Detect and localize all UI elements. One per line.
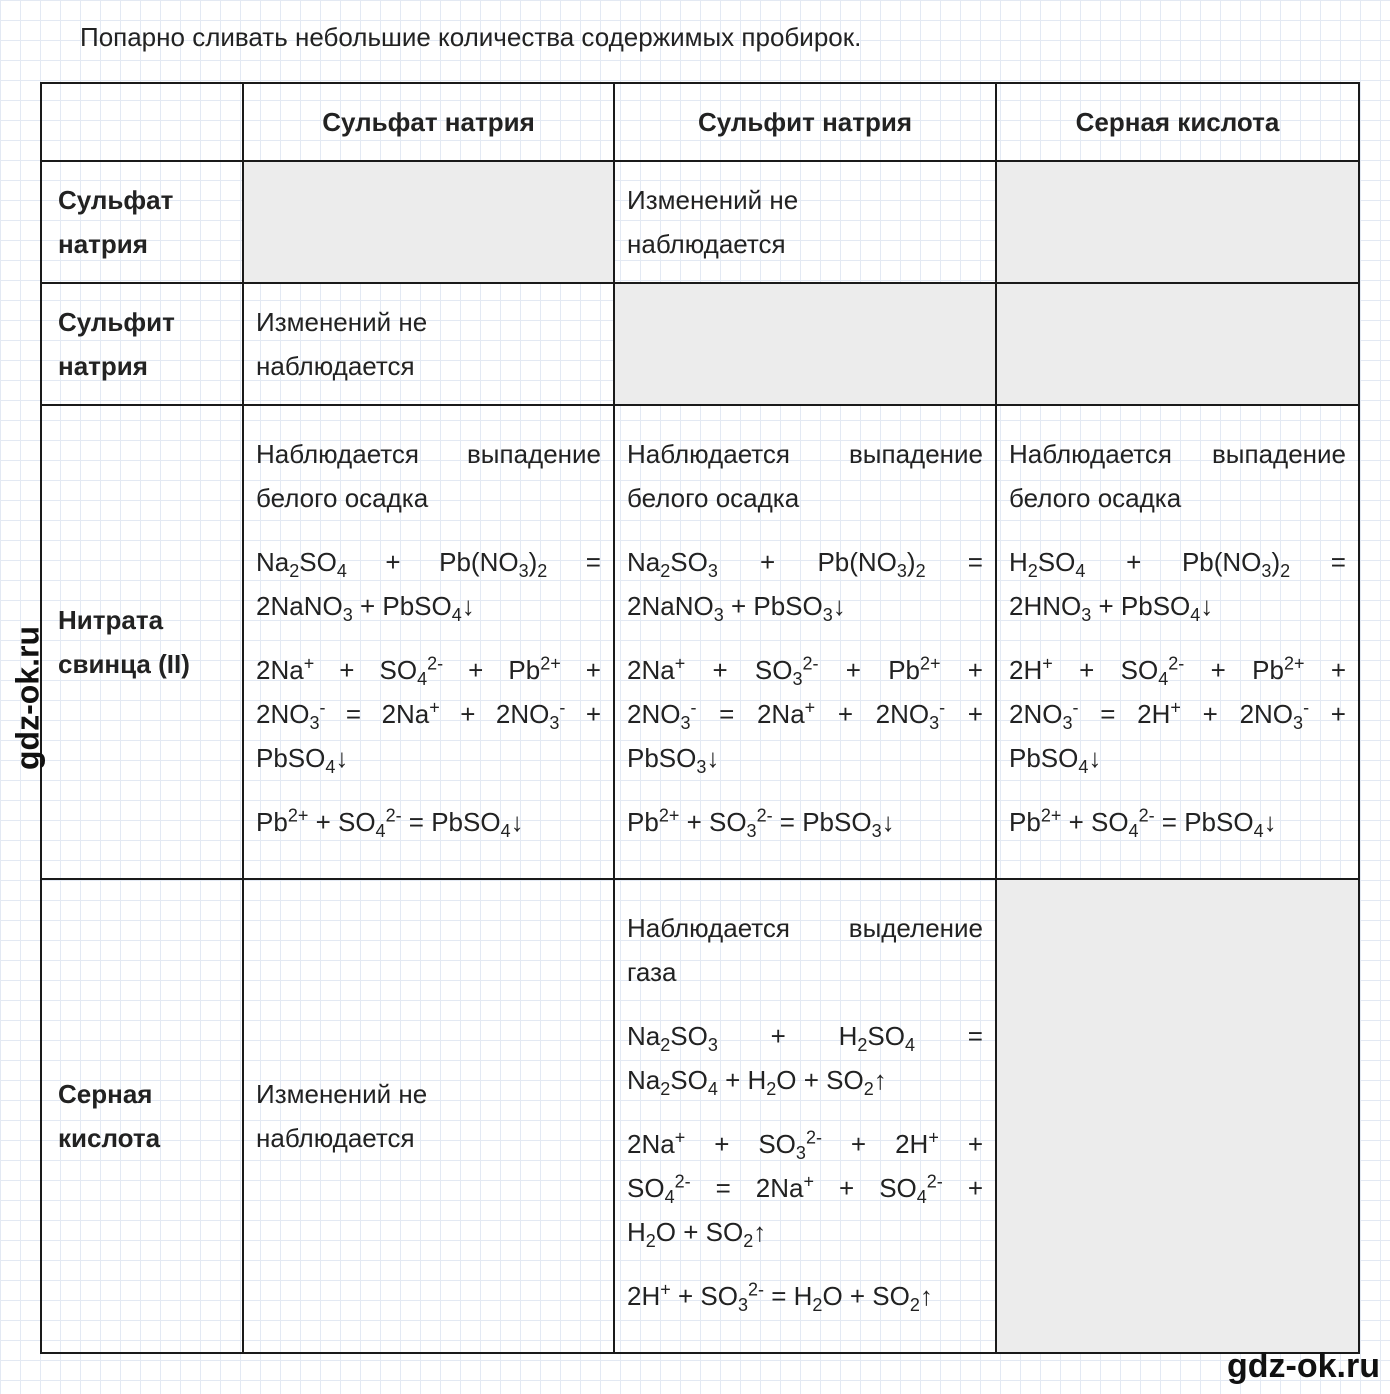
row-header-sulfuric-acid (41, 879, 243, 1353)
row-label-line-2: натрия (58, 229, 148, 259)
observation-text: Наблюдается выделение газа (627, 913, 983, 987)
watermark-bottom: gdz-ok.ru (1227, 1347, 1380, 1385)
header-row (41, 83, 1359, 161)
observation-text: Наблюдается выпадение белого осадка (256, 439, 601, 513)
short-ionic-equation: $2H^+ + SO_3^{2-} = H_2O$ + $SO_2↑$ (627, 1279, 933, 1316)
row-label-line-2: свинца (II) (58, 649, 190, 679)
molecular-equation: $Na_2SO_4 + Pb(NO_3)_2$ = 2NaNO$_3$ + PbSO$_4$↓ (256, 547, 601, 626)
row-label-line-1: Нитрата (58, 605, 164, 635)
no-change-line-2: наблюдается (256, 1123, 415, 1153)
column-header-sodium-sulfite: Сульфит натрия (614, 83, 996, 161)
full-ionic-equation: $2Na^+ + SO_3^{2-} + 2H^+$ + $SO_4^{2-} = 2Na^+ + SO_4^{2-}$ + $H_2O$ + $SO_2↑$ (627, 1127, 983, 1252)
no-change-line-2: наблюдается (627, 229, 786, 259)
row-header-lead-nitrate (41, 405, 243, 879)
row-header-sodium-sulfite (41, 283, 243, 405)
shaded-cell (996, 283, 1359, 405)
row-sulfuric-acid (41, 879, 1359, 1353)
shaded-cell (614, 283, 996, 405)
row-label-line-2: кислота (58, 1123, 161, 1153)
row-label-line-1: Серная (58, 1079, 153, 1109)
column-header-sodium-sulfate: Сульфат натрия (243, 83, 614, 161)
no-change-line-1: Изменений не (627, 185, 799, 215)
full-ionic-equation: $2Na^+ + SO_3^{2-} + Pb^{2+}$ + $2NO_3^- = 2Na^+ + 2NO_3^-$ + PbSO$_3$↓ (627, 653, 983, 778)
cell-sulfate-sulfite (614, 161, 996, 283)
full-ionic-equation: $2H^+ + SO_4^{2-} + Pb^{2+}$ + $2NO_3^- = 2H^+ + 2NO_3^-$ + PbSO$_4$↓ (1009, 653, 1346, 778)
cell-acid-sulfate (243, 879, 614, 1353)
short-ionic-equation: $Pb^{2+} + SO_3^{2-}$ = PbSO$_3$↓ (627, 805, 895, 842)
row-label-line-1: Сульфат (58, 185, 174, 215)
row-lead-nitrate (41, 405, 1359, 879)
cell-lead-sulfate (243, 405, 614, 879)
results-table (40, 82, 1360, 1354)
cell-sulfite-sulfate (243, 283, 614, 405)
cell-acid-sulfite (614, 879, 996, 1353)
molecular-equation: $H_2SO_4 + Pb(NO_3)_2$ = $2HNO_3$ + PbSO$_4$↓ (1009, 547, 1346, 626)
watermark-vertical: gdz-ok.ru (9, 626, 46, 770)
instruction-text: Попарно сливать небольшие количества содержимых пробирок. (80, 22, 862, 52)
row-header-sodium-sulfate (41, 161, 243, 283)
no-change-line-2: наблюдается (256, 351, 415, 381)
no-change-line-1: Изменений не (256, 307, 428, 337)
row-label-line-2: натрия (58, 351, 148, 381)
shaded-cell (996, 161, 1359, 283)
molecular-equation: $Na_2SO_3 + H_2SO_4$ = $Na_2SO_4 + H_2O$ + $SO_2↑$ (627, 1021, 983, 1100)
cell-lead-acid (996, 405, 1359, 879)
short-ionic-equation: $Pb^{2+} + SO_4^{2-}$ = PbSO$_4$↓ (1009, 805, 1277, 842)
observation-text: Наблюдается выпадение белого осадка (1009, 439, 1346, 513)
observation-text: Наблюдается выпадение белого осадка (627, 439, 983, 513)
column-header-sulfuric-acid: Серная кислота (996, 83, 1359, 161)
full-ionic-equation: $2Na^+ + SO_4^{2-} + Pb^{2+}$ + $2NO_3^- = 2Na^+ + 2NO_3^-$ + PbSO$_4$↓ (256, 653, 602, 778)
cell-lead-sulfite (614, 405, 996, 879)
shaded-cell (996, 879, 1359, 1353)
corner-cell (41, 83, 243, 161)
row-sodium-sulfite (41, 283, 1359, 405)
no-change-line-1: Изменений не (256, 1079, 428, 1109)
short-ionic-equation: $Pb^{2+} + SO_4^{2-}$ = PbSO$_4$↓ (256, 805, 524, 842)
row-label-line-1: Сульфит (58, 307, 175, 337)
row-sodium-sulfate (41, 161, 1359, 283)
molecular-equation: $Na_2SO_3 + Pb(NO_3)_2$ = 2NaNO$_3$ + PbSO$_3$↓ (627, 547, 983, 626)
shaded-cell (243, 161, 614, 283)
